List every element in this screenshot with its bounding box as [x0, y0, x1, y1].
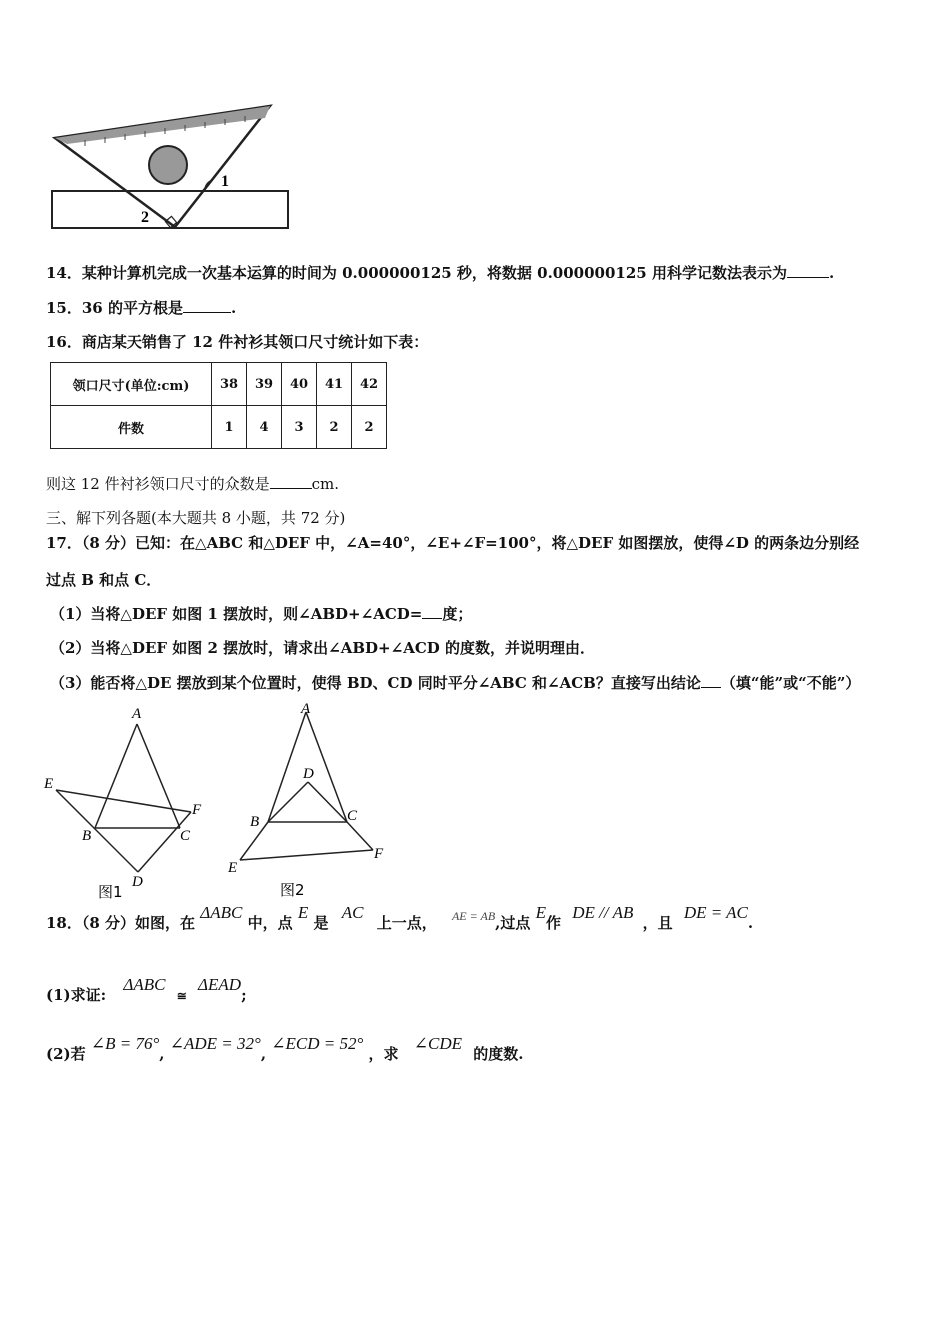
q16-answer-line — [46, 473, 339, 494]
table-row-sizes — [51, 363, 387, 406]
q18-p1-prefix: (1)求证: — [46, 986, 107, 1004]
q18-p1-abc: ΔABC — [123, 975, 166, 994]
q18-comma: , — [260, 1045, 267, 1063]
q15-answer-blank[interactable] — [183, 298, 231, 313]
count-cell: 1 — [212, 406, 247, 449]
q17-part3-blank[interactable] — [701, 673, 721, 688]
section-3-title: 三、解下列各题(本大题共 8 小题，共 72 分) — [46, 509, 346, 527]
q18-p1-ead: ΔEAD — [198, 975, 242, 994]
size-cell: 42 — [352, 363, 387, 406]
size-cell: 41 — [317, 363, 352, 406]
q18-part1 — [46, 975, 247, 1005]
q18-math-ac: AC — [341, 903, 364, 922]
count-cell: 2 — [352, 406, 387, 449]
q18-p2-suffix: 的度数. — [473, 1045, 524, 1063]
fig2-label-B: B — [250, 814, 260, 830]
q17-part2: （2）当将△DEF 如图 2 摆放时，请求出∠ABD+∠ACD 的度数，并说明理由． — [50, 639, 596, 657]
q17-part1 — [50, 603, 472, 624]
q14-answer-blank[interactable] — [787, 263, 829, 278]
q16-answer-prefix: 则这 12 件衬衫领口尺寸的众数是 — [46, 475, 270, 493]
q18-prefix: 18．（8 分）如图，在 — [46, 914, 196, 932]
q17-part3 — [50, 672, 860, 693]
fig2-label-C: C — [347, 808, 358, 824]
angle-label-2: 2 — [141, 209, 149, 226]
q18-p2-angle-ade: ∠ADE = 32° — [169, 1034, 261, 1053]
q18-p1-end: ; — [241, 986, 247, 1004]
size-cell: 39 — [247, 363, 282, 406]
fig1-label-A: A — [132, 706, 142, 722]
question-14 — [46, 262, 834, 283]
collar-size-table — [50, 362, 387, 449]
q18-p2-angle-ecd: ∠ECD = 52° — [271, 1034, 364, 1053]
question-16 — [46, 331, 428, 352]
q16-answer-blank[interactable] — [270, 474, 312, 489]
fig2-caption: 图2 — [280, 881, 305, 899]
q18-text-qie: ，且 — [642, 914, 673, 932]
q17-line1: 17．（8 分）已知：在△ABC 和△DEF 中，∠A=40°，∠E+∠F=100°，将△DEF 如图摆放，使得∠D 的两条边分别经 — [46, 534, 860, 552]
angle-label-1: 1 — [221, 173, 229, 190]
fig1-label-B: B — [82, 828, 92, 844]
q18-math-ae-ab: AE = AB — [451, 909, 496, 923]
count-cell: 3 — [282, 406, 317, 449]
q18-p2-prefix: (2)若 — [46, 1045, 86, 1063]
q17-part1-blank[interactable] — [422, 604, 442, 619]
q17-line2: 过点 B 和点 C． — [46, 571, 162, 589]
q18-text-shi: 是 — [313, 914, 329, 932]
fig1-label-E: E — [44, 776, 54, 792]
q18-text-guodian: ,过点 — [495, 914, 531, 932]
q18-text-zhongdian: 中，点 — [247, 914, 293, 932]
fig2-label-D: D — [303, 766, 314, 782]
count-cell: 4 — [247, 406, 282, 449]
q17-part3-prefix: （3）能否将△DE 摆放到某个位置时，使得 BD、CD 同时平分∠ABC 和∠ACB？直接写出结论 — [50, 674, 701, 692]
q15-end: . — [230, 299, 237, 317]
fig1-label-D: D — [132, 874, 143, 890]
q18-p1-cong: ≅ — [176, 989, 187, 1003]
size-cell: 38 — [212, 363, 247, 406]
q16-text: 16．商店某天销售了 12 件衬衫其领口尺寸统计如下表： — [46, 333, 429, 351]
question-18 — [46, 903, 754, 933]
q18-math-de-ab: DE // AB — [572, 903, 634, 922]
q18-p2-angle-cde: ∠CDE — [413, 1034, 463, 1053]
q18-end: . — [747, 914, 754, 932]
q18-text-shang: 上一点， — [376, 914, 437, 932]
figure-1 — [40, 700, 220, 905]
size-cell: 40 — [282, 363, 317, 406]
q16-answer-suffix: cm. — [311, 475, 340, 493]
q18-p2-qiu: ，求 — [368, 1045, 399, 1063]
q18-text-zuo: 作 — [546, 914, 562, 932]
fig2-label-F: F — [374, 846, 384, 862]
q18-math-de-ac: DE = AC — [683, 903, 748, 922]
q14-text: 14．某种计算机完成一次基本运算的时间为 0.000000125 秒，将数据 0.000000125 用科学记数法表示为 — [46, 264, 787, 282]
q18-math-e2: E — [535, 903, 547, 922]
figure-2 — [222, 700, 397, 905]
count-cell: 2 — [317, 406, 352, 449]
fig2-label-A: A — [301, 701, 311, 717]
q17-part1-suffix: 度； — [442, 605, 473, 623]
q18-comma: , — [159, 1045, 165, 1063]
question-15 — [46, 297, 236, 318]
q17-part3-suffix: （填“能”或“不能”） — [720, 674, 861, 692]
fig1-caption: 图1 — [98, 883, 123, 901]
q18-part2 — [46, 1034, 524, 1064]
fig1-label-F: F — [192, 802, 202, 818]
fig1-label-C: C — [180, 828, 191, 844]
q14-end: . — [828, 264, 835, 282]
fig2-label-E: E — [228, 860, 238, 876]
set-square-figure — [45, 98, 295, 233]
q18-math-abc: ΔABC — [200, 903, 243, 922]
circle-hole — [149, 146, 187, 184]
q17-part1-prefix: （1）当将△DEF 如图 1 摆放时，则∠ABD+∠ACD= — [50, 605, 423, 623]
q15-text: 15．36 的平方根是 — [46, 299, 183, 317]
q18-math-e: E — [297, 903, 309, 922]
ruler-scale-band — [55, 106, 270, 144]
table-count-label: 件数 — [51, 406, 212, 449]
q18-p2-angle-b: ∠B = 76° — [90, 1034, 160, 1053]
table-row-counts — [51, 406, 387, 449]
table-header-label: 领口尺寸(单位:cm) — [51, 363, 212, 406]
